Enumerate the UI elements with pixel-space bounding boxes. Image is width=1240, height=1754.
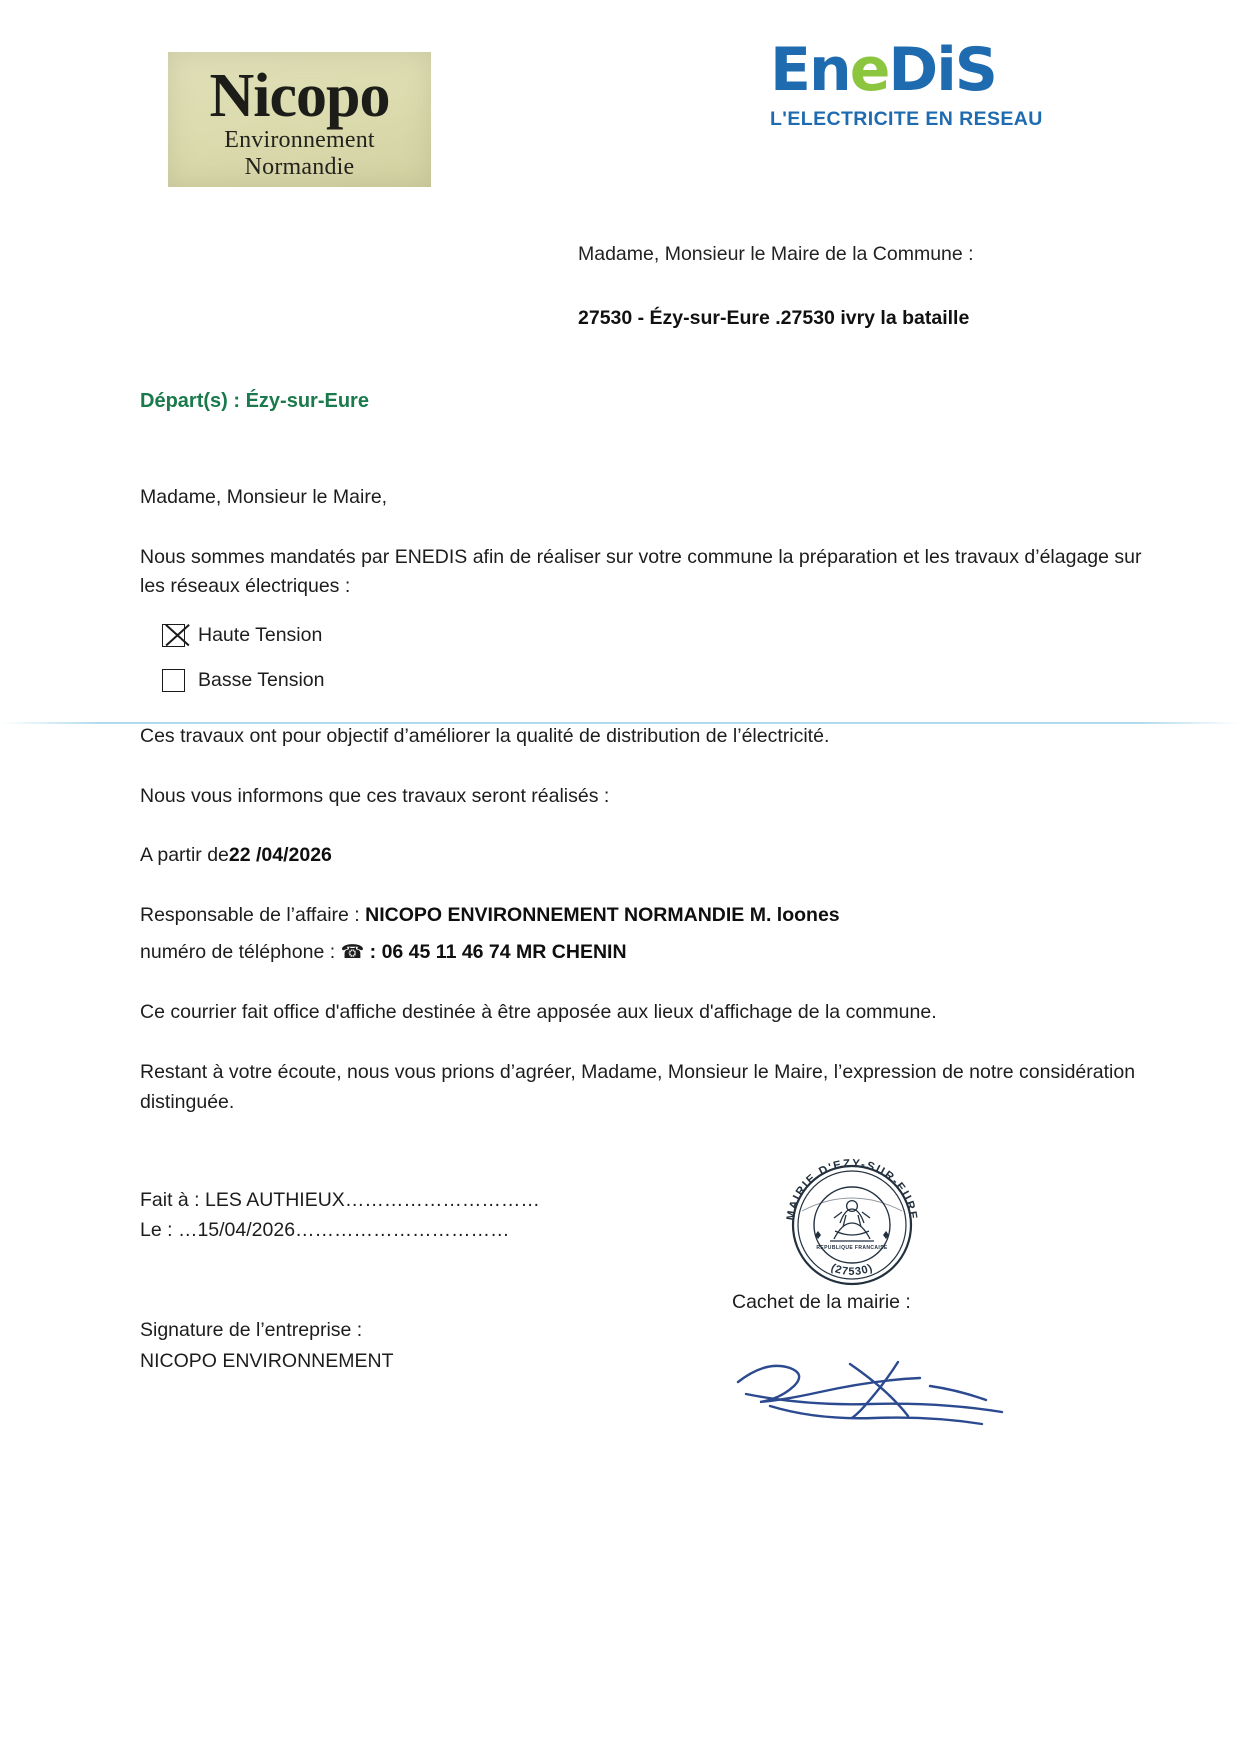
nicopo-logo-tagline: Environnement Normandie [224,127,375,180]
enedis-mark-part2: e [849,35,889,105]
nicopo-logo [168,52,431,187]
option-haute-tension[interactable] [162,624,1150,647]
company-signature-block [140,1315,394,1377]
option-label-basse-tension: Basse Tension [198,668,325,691]
option-label-haute-tension: Haute Tension [198,623,323,646]
enedis-logo-tagline: L'ELECTRICITE EN RESEAU [770,108,1043,130]
letter-greeting: Madame, Monsieur le Maire, [140,486,388,508]
phone-separator: : [364,941,382,964]
recipient-commune: 27530 - Ézy-sur-Eure .27530 ivry la bataille [578,307,970,330]
svg-text:REPUBLIQUE FRANCAISE: REPUBLIQUE FRANCAISE [816,1245,888,1251]
nicopo-logo-wordmark: Nicopo [209,62,390,130]
enedis-logo [770,35,1043,136]
depart-line: Départ(s) : Ézy-sur-Eure [140,390,369,412]
checkbox-unchecked-icon[interactable] [162,669,185,692]
letter-phone-line [140,938,1150,968]
letter-objective: Ces travaux ont pour objectif d’améliorer la qualité de distribution de l’électricité. [140,724,830,747]
manager-prefix: Responsable de l’affaire : [140,903,366,926]
enedis-mark-part1: En [770,35,850,105]
start-date-prefix: A partir de [140,844,229,867]
phone-prefix: numéro de téléphone : [140,941,341,964]
letter-start-date-line [140,841,1150,871]
place-date-block [140,1185,540,1245]
letter-closing: Restant à votre écoute, nous vous prions d’agréer, Madame, Monsieur le Maire, l’expression de notre considération distinguée. [140,1060,1136,1113]
date-line: Le : …15/04/2026…………………………… [140,1219,510,1242]
letter-posting-note: Ce courrier fait office d'affiche destinée à être apposée aux lieux d'affichage de la commune. [140,1001,937,1024]
letter-notice: Nous vous informons que ces travaux seront réalisés : [140,784,610,807]
letter-intro: Nous sommes mandatés par ENEDIS afin de réaliser sur votre commune la préparation et les travaux d’élagage sur les réseaux électriques : [140,545,1142,598]
svg-text:(27530): (27530) [829,1261,875,1278]
phone-value: 06 45 11 46 74 MR CHENIN [381,941,627,964]
signature-company: NICOPO ENVIRONNEMENT [140,1350,394,1373]
handwritten-signature [730,1330,1020,1450]
signature-title: Signature de l’entreprise : [140,1319,363,1341]
place-line: Fait à : LES AUTHIEUX………………………… [140,1189,540,1211]
recipient-block [578,240,1138,330]
checkbox-checked-icon[interactable] [162,624,185,647]
mairie-stamp [772,1145,932,1305]
option-basse-tension[interactable] [162,669,1150,692]
start-date-value: 22 /04/2026 [228,844,332,867]
scan-artifact-line [0,722,1240,724]
svg-text:MAIRIE D'EZY-SUR-EURE: MAIRIE D'EZY-SUR-EURE [784,1157,919,1222]
stamp-caption: Cachet de la mairie : [732,1291,911,1313]
recipient-salutation: Madame, Monsieur le Maire de la Commune : [578,243,974,265]
letter-body [140,483,1150,1147]
manager-value: NICOPO ENVIRONNEMENT NORMANDIE M. loones [365,903,840,926]
telephone-icon: ☎ [340,942,365,964]
enedis-mark-part3: DiS [888,35,996,105]
letter-manager-line [140,901,1150,931]
enedis-logo-wordmark [770,35,1005,105]
